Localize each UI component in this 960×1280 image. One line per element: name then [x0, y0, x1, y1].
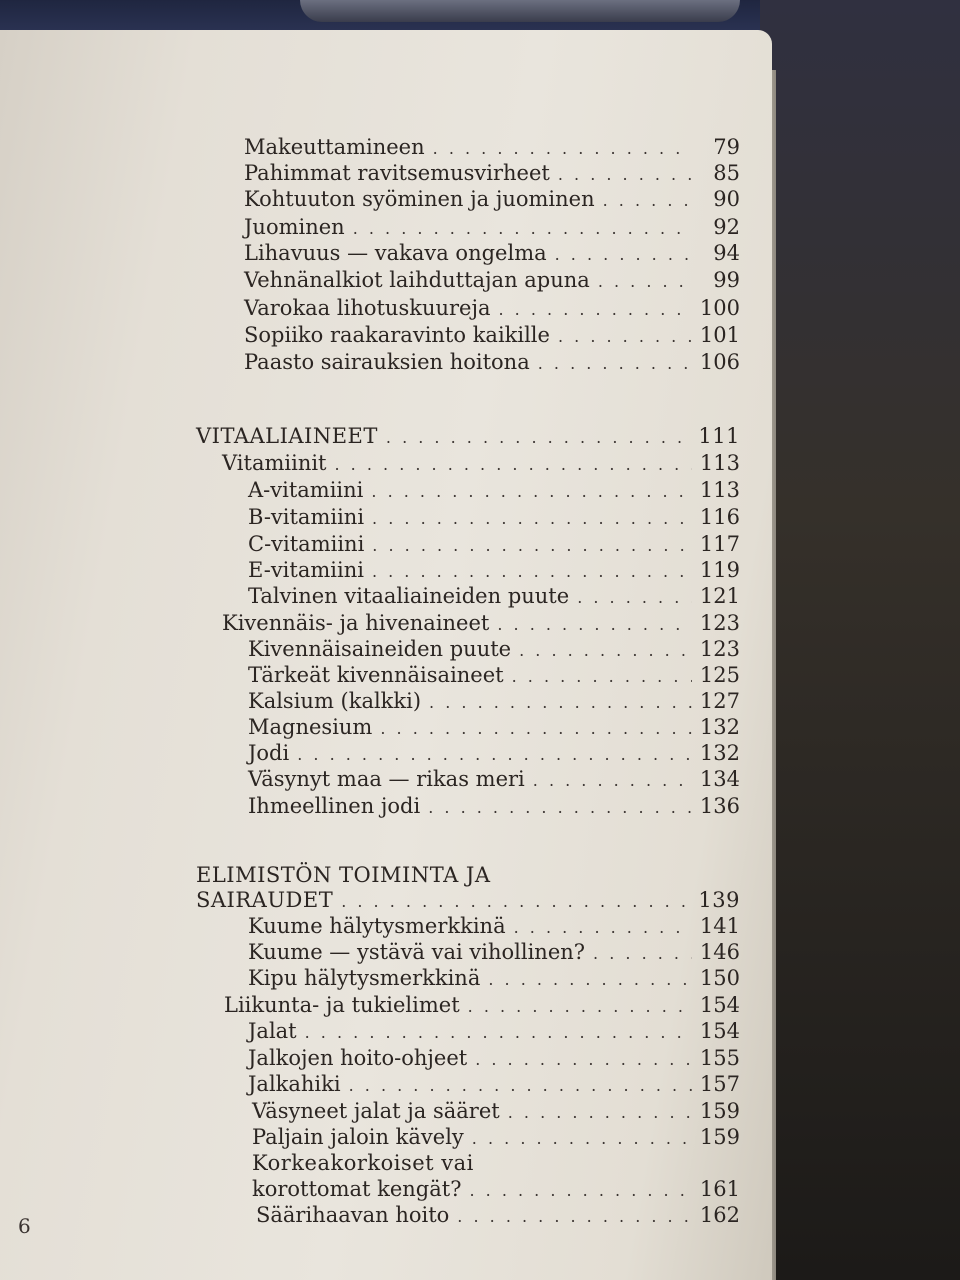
dot-leader	[519, 638, 692, 664]
toc-entry	[244, 160, 740, 186]
toc-entry-page: 99	[713, 268, 740, 292]
toc-entry-page: 136	[699, 794, 740, 818]
dot-leader	[472, 1126, 692, 1152]
dot-leader	[372, 506, 692, 532]
dot-leader	[305, 1020, 692, 1046]
toc-entry-page: 150	[699, 966, 740, 990]
toc-entry-title: VITAALIAINEET	[196, 424, 378, 448]
toc-section-heading	[196, 887, 740, 913]
toc-entry-page: 106	[699, 350, 740, 374]
dot-leader	[371, 479, 692, 505]
toc-entry-title: Magnesium	[248, 715, 373, 739]
toc-entry	[248, 939, 740, 965]
toc-entry-title: Jodi	[248, 741, 290, 765]
dot-leader	[353, 216, 692, 242]
toc-entry-title: B-vitamiini	[248, 505, 365, 529]
toc-entry	[222, 610, 740, 636]
toc-entry-page: 85	[713, 161, 740, 185]
toc-entry-title: Varokaa lihotuskuureja	[244, 296, 491, 320]
toc-entry-title: C-vitamiini	[248, 532, 365, 556]
dot-leader	[577, 585, 692, 611]
toc-entry	[248, 662, 740, 688]
toc-entry	[248, 766, 740, 792]
toc-entry-title: Makeuttamineen	[244, 135, 425, 159]
toc-entry	[248, 913, 740, 939]
toc-entry-page: 154	[699, 1019, 740, 1043]
toc-entry-title: SAIRAUDET	[196, 888, 334, 912]
dot-leader	[475, 1047, 692, 1073]
dot-leader	[457, 1204, 692, 1230]
background-lamp-glare	[300, 0, 740, 22]
toc-entry	[244, 240, 740, 266]
toc-entry-title: Talvinen vitaaliaineiden puute	[248, 584, 570, 608]
toc-entry	[248, 636, 740, 662]
toc-entry-page: 125	[699, 663, 740, 687]
toc-entry-title: Lihavuus — vakava ongelma	[244, 241, 547, 265]
toc-entry-title: Jalat	[248, 1019, 297, 1043]
toc-entry-title-line: Korkeakorkoiset vai	[252, 1151, 474, 1175]
dot-leader	[555, 242, 692, 268]
toc-entry-title: Liikunta- ja tukielimet	[224, 993, 460, 1017]
toc-entry-page: 119	[699, 558, 740, 582]
toc-entry	[244, 322, 740, 348]
toc-entry	[244, 267, 740, 293]
toc-entry-page: 146	[699, 940, 740, 964]
toc-entry	[252, 1124, 740, 1150]
dot-leader	[469, 1178, 691, 1204]
toc-entry-title: Tärkeät kivennäisaineet	[248, 663, 504, 687]
toc-entry-page: 100	[699, 296, 740, 320]
dot-leader	[538, 351, 692, 377]
toc-entry-title: Vitamiinit	[222, 451, 327, 475]
toc-entry-page: 154	[699, 993, 740, 1017]
toc-entry-title: Ihmeellinen jodi	[248, 794, 421, 818]
toc-entry-page: 123	[699, 611, 740, 635]
dot-leader	[380, 716, 692, 742]
toc-entry-page: 79	[713, 135, 740, 159]
toc-entry-title: Vehnänalkiot laihduttajan apuna	[244, 268, 590, 292]
toc-entry	[252, 1098, 740, 1124]
toc-entry	[248, 531, 740, 557]
toc-entry	[244, 295, 740, 321]
dot-leader	[512, 664, 692, 690]
dot-leader	[428, 795, 692, 821]
dot-leader	[497, 612, 692, 638]
toc-entry	[248, 688, 740, 714]
toc-entry	[248, 1018, 740, 1044]
dot-leader	[603, 188, 692, 214]
dot-leader	[335, 452, 692, 478]
dot-leader	[558, 162, 692, 188]
dot-leader	[372, 559, 692, 585]
dot-leader	[297, 742, 692, 768]
toc-entry	[224, 992, 740, 1018]
toc-entry-title: Jalkojen hoito-ohjeet	[248, 1046, 468, 1070]
toc-entry-page: 111	[698, 424, 740, 448]
toc-entry-title: Kuume — ystävä vai vihollinen?	[248, 940, 586, 964]
toc-entry-page: 101	[699, 323, 740, 347]
dot-leader	[386, 425, 691, 451]
toc-entry	[222, 450, 740, 476]
toc-entry	[248, 714, 740, 740]
dot-leader	[558, 324, 692, 350]
toc-entry	[248, 740, 740, 766]
toc-entry-page: 94	[713, 241, 740, 265]
toc-entry-page: 92	[713, 215, 740, 239]
toc-entry-title: Väsyneet jalat ja sääret	[252, 1099, 500, 1123]
dot-leader	[499, 297, 692, 323]
toc-entry-page: 116	[699, 505, 740, 529]
toc-entry-title: Kipu hälytysmerkkinä	[248, 966, 481, 990]
dot-leader	[598, 269, 692, 295]
toc-entry	[248, 1045, 740, 1071]
toc-entry-title: Kalsium (kalkki)	[248, 689, 422, 713]
dot-leader	[533, 768, 692, 794]
toc-entry-page: 139	[698, 888, 740, 912]
toc-entry	[244, 134, 740, 160]
dot-leader	[349, 1073, 692, 1099]
toc-entry-page: 132	[699, 741, 740, 765]
toc-entry-page: 157	[699, 1072, 740, 1096]
toc-section-heading-line: ELIMISTÖN TOIMINTA JA	[196, 863, 491, 887]
dot-leader	[593, 941, 692, 967]
toc-entry-title: Kuume hälytysmerkkinä	[248, 914, 506, 938]
toc-entry-title: Väsynyt maa — rikas meri	[248, 767, 525, 791]
toc-entry	[248, 583, 740, 609]
toc-entry	[244, 349, 740, 375]
toc-entry-title: E-vitamiini	[248, 558, 364, 582]
toc-entry-page: 134	[699, 767, 740, 791]
toc-entry-title: Juominen	[244, 215, 345, 239]
dot-leader	[488, 967, 692, 993]
toc-entry	[248, 557, 740, 583]
table-of-contents	[0, 30, 772, 1280]
toc-entry-page: 113	[699, 478, 740, 502]
toc-entry-page: 159	[699, 1099, 740, 1123]
dot-leader	[341, 889, 690, 915]
dot-leader	[514, 915, 692, 941]
toc-entry-page: 159	[699, 1125, 740, 1149]
toc-entry-page: 121	[699, 584, 740, 608]
toc-entry-title: Pahimmat ravitsemusvirheet	[244, 161, 550, 185]
toc-entry-page: 141	[699, 914, 740, 938]
toc-entry	[248, 504, 740, 530]
toc-entry-page: 117	[699, 532, 740, 556]
dot-leader	[468, 994, 692, 1020]
toc-entry-title: Kohtuuton syöminen ja juominen	[244, 187, 595, 211]
toc-entry-page: 127	[699, 689, 740, 713]
toc-entry-page: 162	[699, 1203, 740, 1227]
toc-entry	[248, 965, 740, 991]
toc-entry-title: Säärihaavan hoito	[256, 1203, 450, 1227]
book-page	[0, 30, 772, 1280]
dot-leader	[508, 1100, 692, 1126]
dot-leader	[372, 533, 692, 559]
dot-leader	[429, 690, 692, 716]
toc-entry	[244, 214, 740, 240]
toc-entry-title: Sopiiko raakaravinto kaikille	[244, 323, 550, 347]
toc-entry-title: Jalkahiki	[248, 1072, 341, 1096]
toc-entry-page: 132	[699, 715, 740, 739]
toc-entry-title: Kivennäis- ja hivenaineet	[222, 611, 490, 635]
toc-entry-title: A-vitamiini	[248, 478, 364, 502]
toc-entry-page: 161	[699, 1177, 740, 1201]
toc-entry-title: korottomat kengät?	[252, 1177, 462, 1201]
toc-section-heading	[196, 423, 740, 449]
toc-entry-title: Paljain jaloin kävely	[252, 1125, 464, 1149]
toc-entry	[248, 793, 740, 819]
toc-entry-title: Kivennäisaineiden puute	[248, 637, 512, 661]
dot-leader	[433, 136, 692, 162]
toc-entry	[252, 1176, 740, 1202]
toc-entry-page: 123	[699, 637, 740, 661]
toc-entry	[244, 186, 740, 212]
toc-entry-title: Paasto sairauksien hoitona	[244, 350, 530, 374]
toc-entry-page: 113	[699, 451, 740, 475]
background-right	[760, 0, 960, 1280]
toc-entry	[248, 477, 740, 503]
toc-entry	[248, 1071, 740, 1097]
toc-entry-page: 90	[713, 187, 740, 211]
toc-entry	[256, 1202, 740, 1228]
toc-entry-page: 155	[699, 1046, 740, 1070]
page-number: 6	[18, 1214, 31, 1238]
